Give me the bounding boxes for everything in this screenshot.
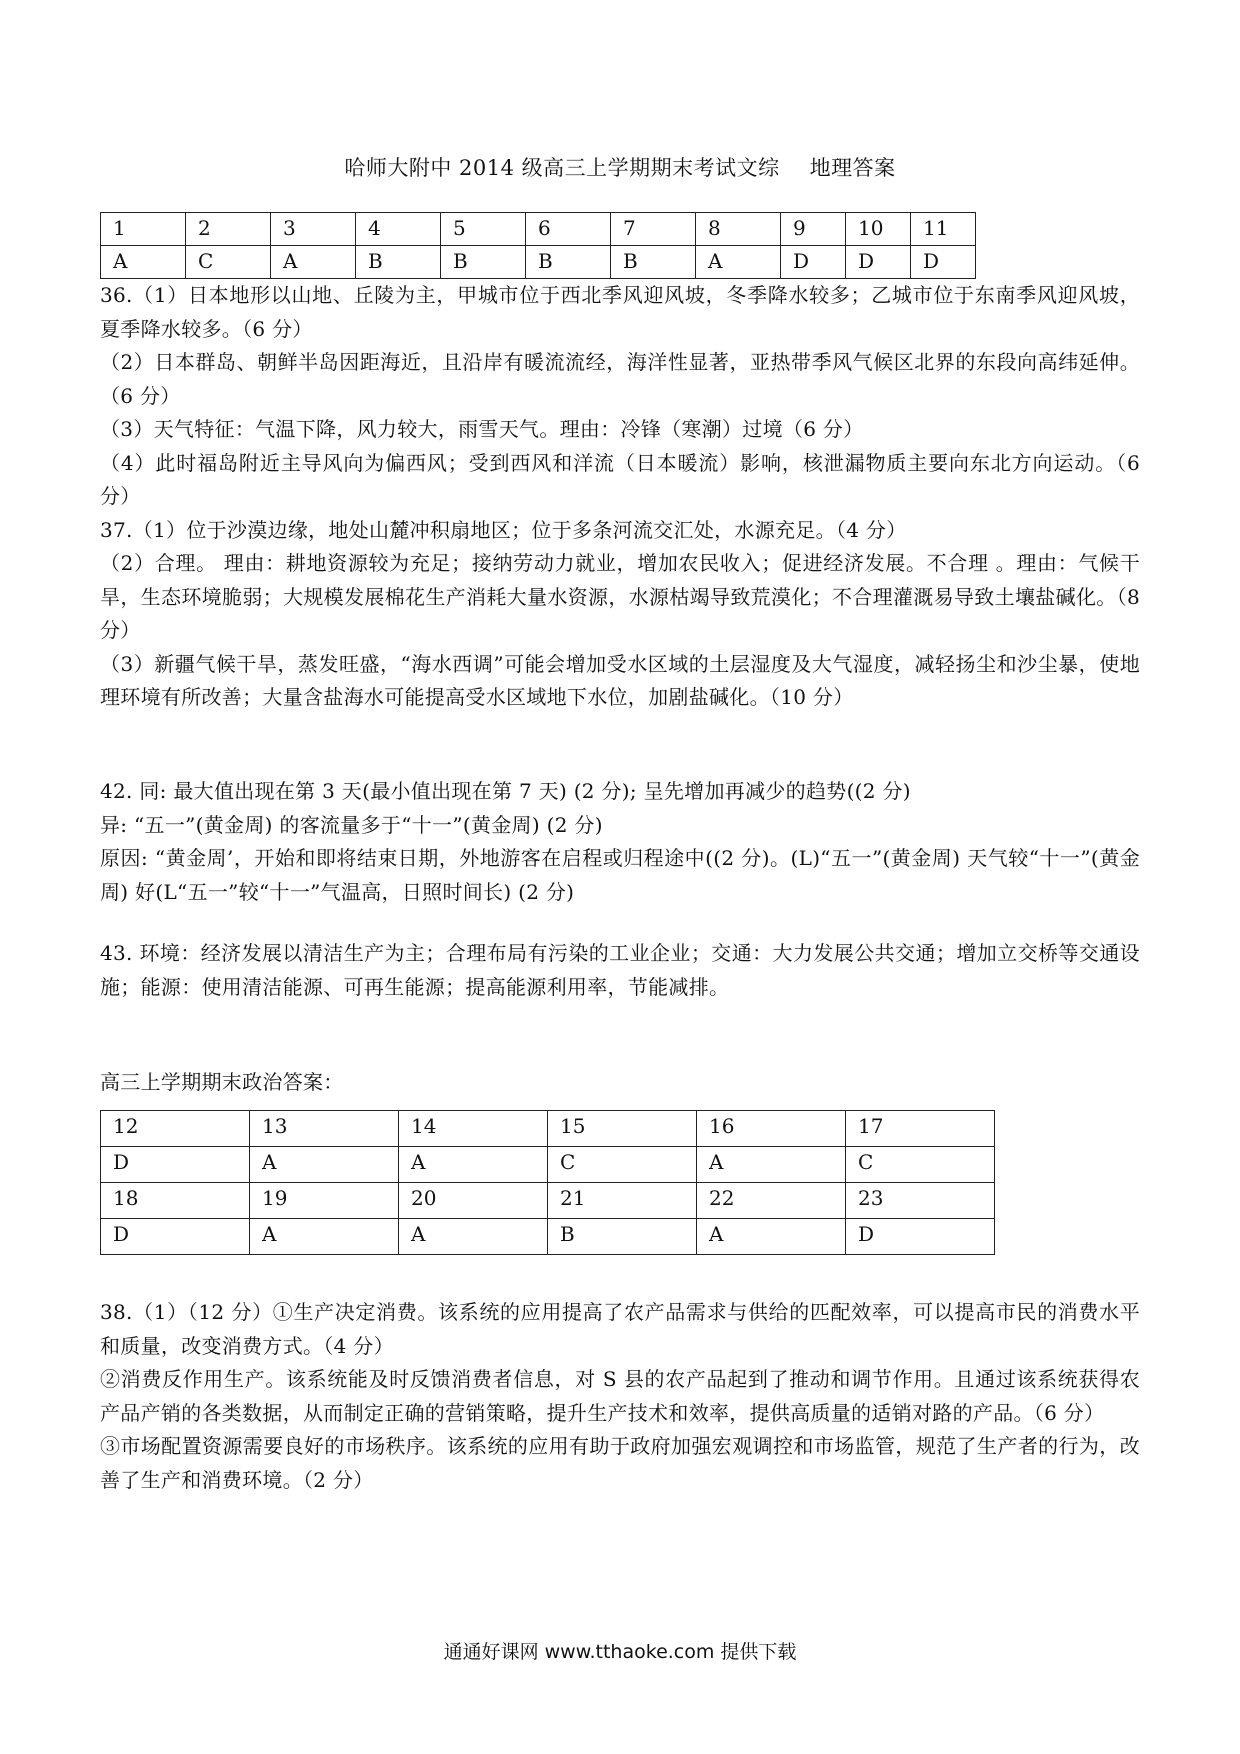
table-cell: A xyxy=(697,1219,846,1255)
table-cell: 10 xyxy=(846,213,911,246)
table-cell: 14 xyxy=(399,1111,548,1147)
answer-42-reason: 原因: “黄金周’，开始和即将结束日期，外地游客在启程或归程途中((2 分)。(L)“五一”(黄金周) 天气较“十一”(黄金周) 好(L“五一”较“十一”气温高，日照时间长) (2 分) xyxy=(100,846,1140,904)
table-cell: 2 xyxy=(186,213,271,246)
table-cell: B xyxy=(526,246,611,279)
geography-number-row xyxy=(101,213,976,246)
table-cell: D xyxy=(101,1219,250,1255)
table-cell: 4 xyxy=(356,213,441,246)
table-cell: A xyxy=(697,1147,846,1183)
politics-answer-row xyxy=(101,1219,995,1255)
footer-source: 通通好课网 www.tthaoke.com 提供下载 xyxy=(443,1641,797,1663)
geography-answers xyxy=(100,279,1140,715)
table-cell: 23 xyxy=(846,1183,995,1219)
table-cell: 9 xyxy=(781,213,846,246)
table-cell: B xyxy=(548,1219,697,1255)
table-cell: 7 xyxy=(611,213,696,246)
answer-38-3: ③市场配置资源需要良好的市场秩序。该系统的应用有助于政府加强宏观调控和市场监管，规范了生产者的行为，改善了生产和消费环境。（2 分） xyxy=(100,1434,1140,1492)
politics-answer-row xyxy=(101,1147,995,1183)
table-cell: D xyxy=(781,246,846,279)
answer-38-2: ②消费反作用生产。该系统能及时反馈消费者信息，对 S 县的农产品起到了推动和调节作用。且通过该系统获得农产品产销的各类数据，从而制定正确的营销策略，提升生产技术和效率，提供高质量的适销对路的产品。（6 分） xyxy=(100,1367,1140,1425)
table-cell: 18 xyxy=(101,1183,250,1219)
page-title xyxy=(0,152,1240,182)
table-cell: 12 xyxy=(101,1111,250,1147)
answer-42 xyxy=(100,775,1140,909)
politics-number-row xyxy=(101,1111,995,1147)
politics-heading: 高三上学期期末政治答案： xyxy=(100,1070,344,1094)
table-cell: A xyxy=(250,1147,399,1183)
table-cell: C xyxy=(186,246,271,279)
politics-number-row xyxy=(101,1183,995,1219)
answer-38-1: 38.（1）（12 分）①生产决定消费。该系统的应用提高了农产品需求与供给的匹配效率，可以提高市民的消费水平和质量，改变消费方式。（4 分） xyxy=(100,1300,1140,1358)
table-cell: 6 xyxy=(526,213,611,246)
table-cell: D xyxy=(846,1219,995,1255)
table-cell: 19 xyxy=(250,1183,399,1219)
geography-answer-row xyxy=(101,246,976,279)
table-cell: B xyxy=(611,246,696,279)
table-cell: 1 xyxy=(101,213,186,246)
answer-43-text: 43. 环境：经济发展以清洁生产为主；合理布局有污染的工业企业；交通：大力发展公共交通；增加立交桥等交通设施；能源：使用清洁能源、可再生能源；提高能源利用率，节能减排。 xyxy=(100,941,1140,999)
table-cell: B xyxy=(356,246,441,279)
table-cell: 21 xyxy=(548,1183,697,1219)
answer-37-3: （3）新疆气候干旱，蒸发旺盛，“海水西调”可能会增加受水区域的土层湿度及大气湿度，减轻扬尘和沙尘暴，使地理环境有所改善；大量含盐海水可能提高受水区域地下水位，加剧盐碱化。（10 分） xyxy=(100,651,1140,709)
table-cell: A xyxy=(696,246,781,279)
table-cell: D xyxy=(846,246,911,279)
subject-title: 地理答案 xyxy=(809,156,896,180)
answer-38 xyxy=(100,1296,1140,1497)
table-cell: A xyxy=(399,1147,548,1183)
politics-answer-table xyxy=(100,1110,995,1255)
table-cell: A xyxy=(101,246,186,279)
exam-title: 哈师大附中 2014 级高三上学期期末考试文综 xyxy=(344,156,780,180)
answer-42-diff: 异: “五一”(黄金周) 的客流量多于“十一”(黄金周) (2 分) xyxy=(100,812,603,837)
table-cell: 8 xyxy=(696,213,781,246)
table-cell: 16 xyxy=(697,1111,846,1147)
answer-37-2: （2）合理。 理由：耕地资源较为充足；接纳劳动力就业，增加农民收入；促进经济发展。不合理 。理由：气候干旱，生态环境脆弱；大规模发展棉花生产消耗大量水资源，水源枯竭导致荒漠化；不合理灌溉易导致土壤盐碱化。（8 分） xyxy=(100,551,1140,642)
table-cell: A xyxy=(250,1219,399,1255)
answer-36-2: （2）日本群岛、朝鲜半岛因距海近，且沿岸有暖流流经，海洋性显著，亚热带季风气候区北界的东段向高纬延伸。（6 分） xyxy=(100,350,1140,408)
answer-36-1: 36.（1）日本地形以山地、丘陵为主，甲城市位于西北季风迎风坡，冬季降水较多；乙城市位于东南季风迎风坡，夏季降水较多。（6 分） xyxy=(100,283,1140,341)
answer-36-3: （3）天气特征：气温下降，风力较大，雨雪天气。理由：冷锋（寒潮）过境（6 分） xyxy=(100,417,864,441)
table-cell: B xyxy=(441,246,526,279)
table-cell: A xyxy=(399,1219,548,1255)
table-cell: 3 xyxy=(271,213,356,246)
table-cell: A xyxy=(271,246,356,279)
answer-37-1: 37.（1）位于沙漠边缘，地处山麓冲积扇地区；位于多条河流交汇处，水源充足。（4 分） xyxy=(100,517,907,542)
table-cell: 11 xyxy=(911,213,976,246)
table-cell: D xyxy=(911,246,976,279)
table-cell: C xyxy=(846,1147,995,1183)
table-cell: 13 xyxy=(250,1111,399,1147)
table-cell: 22 xyxy=(697,1183,846,1219)
geography-answer-table xyxy=(100,212,976,279)
table-cell: 20 xyxy=(399,1183,548,1219)
table-cell: D xyxy=(101,1147,250,1183)
table-cell: 17 xyxy=(846,1111,995,1147)
answer-43 xyxy=(100,937,1140,1004)
table-cell: 5 xyxy=(441,213,526,246)
answer-36-4: （4）此时福岛附近主导风向为偏西风；受到西风和洋流（日本暖流）影响，核泄漏物质主要向东北方向运动。（6 分） xyxy=(100,450,1140,508)
table-cell: 15 xyxy=(548,1111,697,1147)
table-cell: C xyxy=(548,1147,697,1183)
answer-42-same: 42. 同: 最大值出现在第 3 天(最小值出现在第 7 天) (2 分); 呈先增加再减少的趋势((2 分) xyxy=(100,779,911,803)
